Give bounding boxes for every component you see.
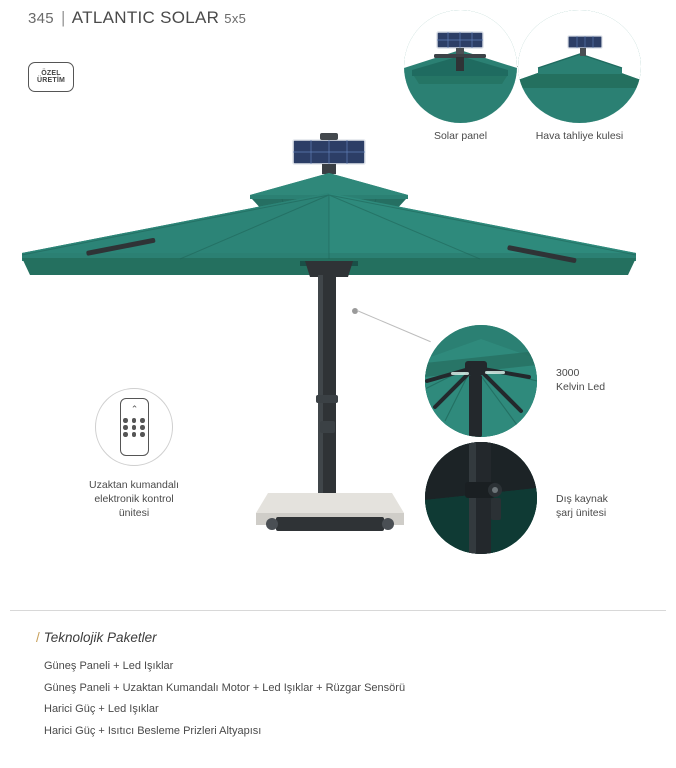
canopy-hub (305, 261, 353, 277)
product-code: 345 (28, 10, 54, 27)
accent-slash-icon: / (36, 630, 40, 645)
ozel-uretim-badge (28, 62, 74, 92)
remote-key (123, 432, 128, 437)
remote-caption-line-3: ünitesi (118, 507, 150, 520)
badge-line-2: ÜRETİM (36, 77, 66, 84)
air-vent-illustration (518, 10, 641, 123)
remote-key (132, 432, 137, 437)
packages-title-text: Teknolojik Paketler (43, 630, 157, 645)
packages-list (44, 660, 644, 746)
list-item: Harici Güç + Isıtıcı Besleme Prizleri Altyapısı (44, 724, 262, 737)
page-title (28, 8, 246, 28)
remote-key (123, 425, 128, 430)
dis-kaynak-line-1: Dış kaynak (556, 493, 608, 505)
section-divider (10, 610, 666, 611)
signal-icon: ⌃ (130, 404, 139, 414)
remote-key (140, 418, 145, 423)
solar-panel-label: Solar panel (433, 130, 488, 142)
remote-key (123, 418, 128, 423)
top-solar-panel (293, 133, 365, 174)
kelvin-led-detail-image (425, 325, 537, 437)
title-separator: | (60, 8, 66, 27)
hava-tahliye-kulesi-label: Hava tahliye kulesi (535, 130, 624, 142)
remote-caption-line-2: elektronik kontrol (94, 493, 174, 506)
umbrella-base (256, 493, 404, 531)
badge-line-1: ÖZEL (41, 69, 61, 77)
dis-kaynak-sarj-label (556, 492, 608, 520)
led-detail-illustration (425, 325, 537, 437)
remote-caption-line-1: Uzaktan kumandalı (89, 479, 179, 491)
remote-control-caption (58, 478, 210, 521)
remote-key (140, 432, 145, 437)
dis-kaynak-sarj-detail-image (425, 442, 537, 554)
control-unit (320, 421, 335, 433)
list-item: Harici Güç + Led Işıklar (44, 703, 159, 715)
solar-panel-illustration (404, 10, 517, 123)
remote-key (140, 425, 145, 430)
remote-key (132, 418, 137, 423)
external-charge-unit-illustration (425, 442, 537, 554)
remote-button-grid (123, 418, 146, 437)
kelvin-led-line-2: Kelvin Led (556, 381, 606, 394)
kelvin-led-line-1: 3000 (556, 367, 580, 379)
list-item: Güneş Paneli + Led Işıklar (44, 660, 174, 672)
solar-panel-detail-image (404, 10, 517, 123)
hava-tahliye-kulesi-detail-image (518, 10, 641, 123)
kelvin-led-label (556, 366, 605, 394)
packages-section-title (36, 630, 157, 645)
list-item: Güneş Paneli + Uzaktan Kumandalı Motor + Led Işıklar + Rüzgar Sensörü (44, 681, 406, 694)
pole-joint (316, 395, 338, 403)
product-size: 5x5 (224, 11, 247, 26)
product-name: ATLANTIC SOLAR (71, 8, 220, 27)
dis-kaynak-line-2: şarj ünitesi (556, 507, 607, 520)
remote-key (132, 425, 137, 430)
